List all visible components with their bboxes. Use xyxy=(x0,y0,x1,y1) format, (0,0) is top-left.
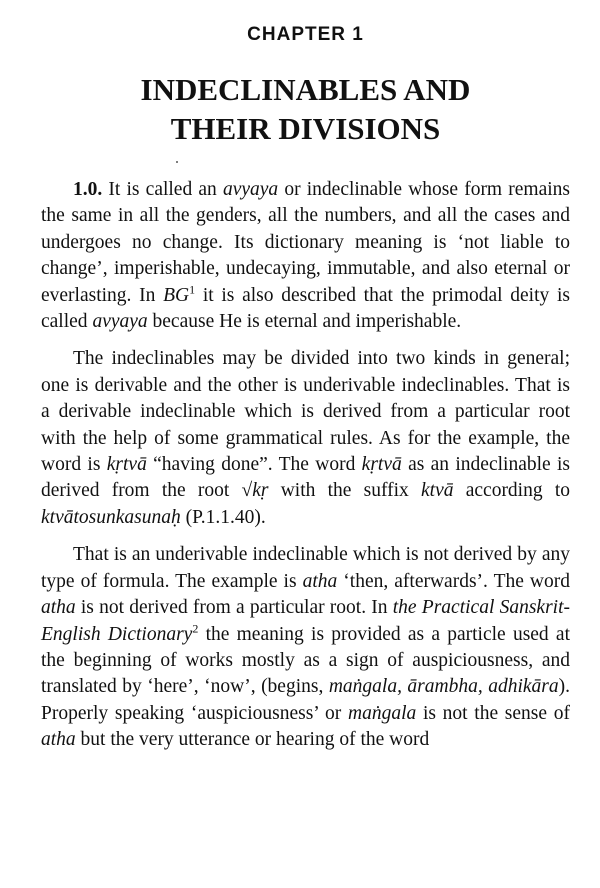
italic-term: atha xyxy=(41,729,76,751)
text-run: That is an underivable indeclinable which is not derived by any type of formula. The example is xyxy=(41,544,570,592)
italic-term: kṛtvā xyxy=(361,454,402,476)
text-run: the meaning is provided as a particle used at the beginning of works mostly as a sign of auspiciousness, and translated by ‘here’, ‘now’, (begins, xyxy=(41,623,571,698)
paragraph-1 xyxy=(41,177,570,335)
italic-term: kṛ xyxy=(252,480,269,502)
italic-term: atha xyxy=(302,570,338,592)
italic-term: maṅgala xyxy=(347,702,417,724)
stray-dot-mark xyxy=(176,161,178,163)
footnote-marker: 1 xyxy=(189,282,196,297)
text-run: as an indeclinable is derived from the root √ xyxy=(41,454,571,502)
body-text xyxy=(41,177,570,754)
text-run: The indeclinables may be divided into two kinds in general; one is derivable and the other is underivable indeclinables. That is a derivable indeclinable which is derived from a particular root with the help of some grammatical rules. As for the example, the word is xyxy=(41,348,570,476)
text-run: is not the sense of xyxy=(416,702,570,724)
text-run: according to xyxy=(453,480,570,502)
chapter-title xyxy=(41,70,570,148)
italic-term: the Practical Sanskrit-English Dictionary xyxy=(41,597,570,645)
text-run: ). Properly speaking ‘auspiciousness’ or xyxy=(41,676,570,724)
italic-term: ktvātosunkasunaḥ xyxy=(41,506,181,528)
text-run: (P.1.1.40). xyxy=(180,506,266,528)
text-run: “having done”. The word xyxy=(146,454,362,476)
italic-term: kṛtvā xyxy=(106,454,147,476)
italic-term: avyaya xyxy=(222,179,279,200)
footnote-marker: 2 xyxy=(192,621,199,635)
italic-term: avyaya xyxy=(92,311,148,333)
text-run: because He is eternal and imperishable. xyxy=(147,311,462,333)
italic-term: BG xyxy=(163,284,190,306)
paragraph-2 xyxy=(41,346,570,531)
paragraph-3 xyxy=(41,542,570,753)
italic-term: ktvā xyxy=(421,480,454,502)
section-number: 1.0. xyxy=(73,179,103,200)
text-run: ‘then, afterwards’. The word xyxy=(337,570,570,592)
text-run: it is also described that the primodal deity is called xyxy=(41,284,570,333)
text-run: with the suffix xyxy=(268,480,422,502)
text-run: but the very utterance or hearing of the word xyxy=(75,729,430,751)
chapter-title-line-1: INDECLINABLES AND xyxy=(140,72,471,107)
chapter-title-line-2: THEIR DIVISIONS xyxy=(170,111,441,146)
italic-term: maṅgala, ārambha, adhikāra xyxy=(328,676,559,698)
italic-term: atha xyxy=(41,597,76,619)
chapter-label: CHAPTER 1 xyxy=(247,24,364,45)
text-run: or indeclinable whose form remains the same in all the genders, all the numbers, and all the cases and undergoes no change. Its dictionary meaning is ‘not liable to change’, imperishable, undecaying, immutable, and also eternal or everlasting. In xyxy=(41,179,570,306)
text-run: It is called an xyxy=(102,179,223,200)
text-run: is not derived from a particular root. In xyxy=(75,597,393,619)
